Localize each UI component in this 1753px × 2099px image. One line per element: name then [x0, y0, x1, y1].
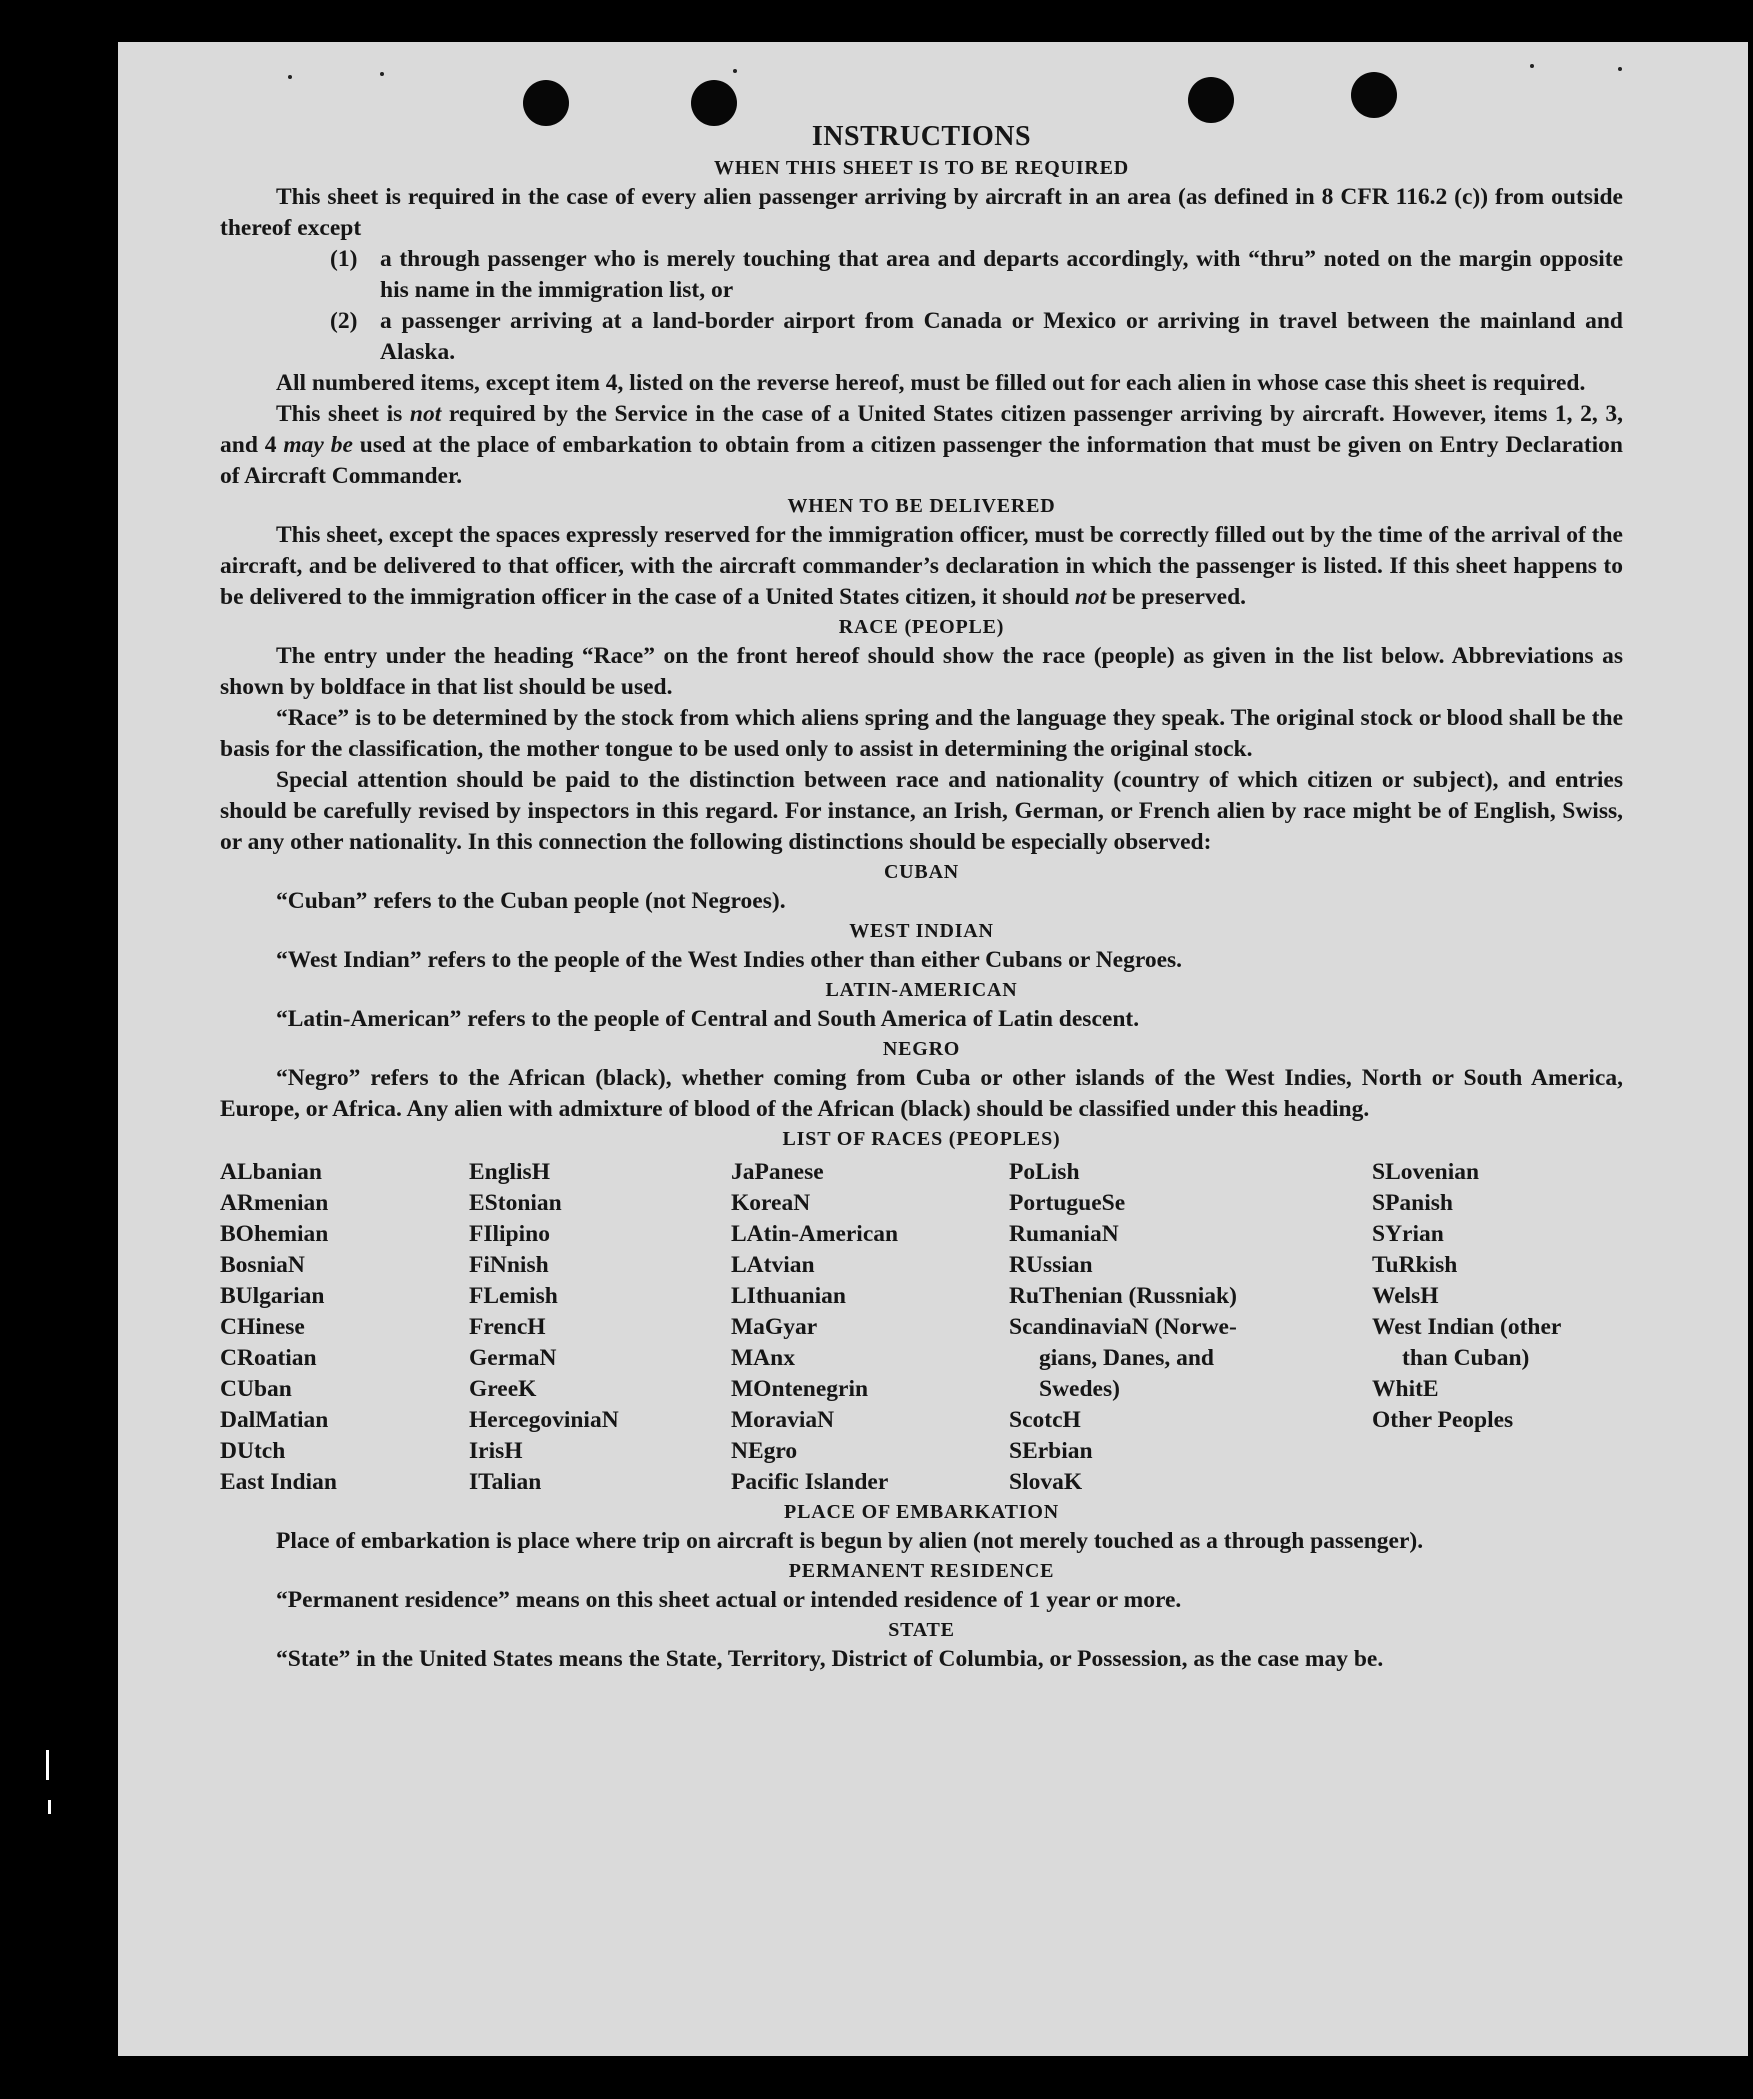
race-item: LAtin-American — [731, 1221, 899, 1247]
race-item: SLovenian — [1372, 1159, 1480, 1185]
race-item: ALbanian — [220, 1159, 322, 1185]
race-item: ARmenian — [220, 1190, 329, 1216]
race-item-continued: gians, Danes, and — [1039, 1345, 1214, 1371]
race-item: IrisH — [469, 1438, 523, 1464]
paragraph: “Latin-American” refers to the people of Central and South America of Latin descent. — [276, 1006, 1140, 1032]
text-run-italic: not — [409, 401, 442, 427]
paragraph: Special attention should be paid to the distinction between race and nationality (country of which citizen or subject), and entries should be carefully revised by inspectors in this regard. For instance, an Irish, German, or French alien by race might be of English, Swiss, or any other nationality. In this connection the following distinctions should be especially observed: — [220, 767, 1623, 855]
race-item: CUban — [220, 1376, 292, 1402]
speck — [1530, 64, 1534, 68]
paragraph: This sheet is required in the case of every alien passenger arriving by aircraft in an area (as defined in 8 CFR 116.2 (c)) from outside thereof except — [220, 184, 1623, 241]
race-item: GreeK — [469, 1376, 537, 1402]
races-list — [220, 1157, 1623, 1498]
race-item: LIthuanian — [731, 1283, 846, 1309]
list-item — [330, 306, 1623, 368]
race-item: NEgro — [731, 1438, 798, 1464]
race-item: FiNnish — [469, 1252, 549, 1278]
race-item: HercegoviniaN — [469, 1407, 619, 1433]
race-item: BOhemian — [220, 1221, 329, 1247]
paragraph: “Permanent residence” means on this sheet actual or intended residence of 1 year or more. — [276, 1587, 1182, 1613]
item-number: (1) — [330, 246, 358, 272]
race-item: BosniaN — [220, 1252, 305, 1278]
paragraph: All numbered items, except item 4, listed on the reverse hereof, must be filled out for each alien in whose case this sheet is required. — [276, 370, 1586, 396]
race-item: WhitE — [1372, 1376, 1439, 1402]
item-number: (2) — [330, 308, 358, 334]
paragraph: “Negro” refers to the African (black), whether coming from Cuba or other islands of the West Indies, North or South America, Europe, or Africa. Any alien with admixture of blood of the African (black) should be classified under this heading. — [220, 1065, 1623, 1122]
race-item: Other Peoples — [1372, 1407, 1514, 1433]
race-item: West Indian (other — [1372, 1314, 1562, 1340]
race-item: RumaniaN — [1009, 1221, 1119, 1247]
race-item: CHinese — [220, 1314, 305, 1340]
paragraph: “Cuban” refers to the Cuban people (not Negroes). — [276, 888, 786, 914]
speck — [288, 75, 292, 79]
heading-list-of-races: LIST OF RACES (PEOPLES) — [782, 1128, 1061, 1150]
heading-delivered: WHEN TO BE DELIVERED — [787, 495, 1056, 517]
punch-hole-4 — [1351, 72, 1397, 118]
paragraph: “West Indian” refers to the people of the West Indies other than either Cubans or Negroes. — [276, 947, 1183, 973]
race-item: TuRkish — [1372, 1252, 1458, 1278]
race-item: GermaN — [469, 1345, 557, 1371]
heading-cuban: CUBAN — [883, 861, 960, 883]
punch-hole-3 — [1188, 77, 1234, 123]
race-item: SErbian — [1009, 1438, 1093, 1464]
edge-mark — [48, 1800, 51, 1814]
race-item: RUssian — [1009, 1252, 1093, 1278]
paragraph: The entry under the heading “Race” on the front hereof should show the race (people) as given in the list below. Abbreviations as shown by boldface in that list should be used. — [220, 643, 1623, 700]
paragraph: “State” in the United States means the State, Territory, District of Columbia, or Possession, as the case may be. — [276, 1646, 1384, 1672]
instructions-text — [220, 120, 1623, 1675]
race-item: PoLish — [1009, 1159, 1080, 1185]
race-item: DalMatian — [220, 1407, 329, 1433]
heading-race: RACE (PEOPLE) — [838, 616, 1005, 638]
race-item: Pacific Islander — [731, 1469, 889, 1495]
speck — [733, 69, 737, 73]
heading-required: WHEN THIS SHEET IS TO BE REQUIRED — [713, 157, 1130, 179]
text-run: This sheet, except the spaces expressly reserved for the immigration officer, must be correctly filled out by the time of the arrival of the aircraft, and be delivered to that officer, with the aircraft commander’s declaration in which the passenger is listed. If this sheet happens to be delivered to the immigration officer in the case of a United States citizen, it should — [220, 522, 1623, 610]
heading-negro: NEGRO — [882, 1038, 961, 1060]
paragraph — [220, 520, 1623, 613]
heading-embarkation: PLACE OF EMBARKATION — [784, 1501, 1059, 1523]
list-item — [330, 244, 1623, 306]
text-run-italic: may be — [283, 432, 353, 458]
edge-mark — [46, 1750, 49, 1780]
race-item: FIlipino — [469, 1221, 550, 1247]
race-item: MOntenegrin — [731, 1376, 869, 1402]
text-run-italic: not — [1074, 584, 1107, 610]
races-column-2 — [469, 1157, 731, 1498]
item-text: a through passenger who is merely touching that area and departs accordingly, with “thru” noted on the margin opposite his name in the immigration list, or — [380, 246, 1623, 303]
race-item: FLemish — [469, 1283, 558, 1309]
race-item: EStonian — [469, 1190, 562, 1216]
race-item: SYrian — [1372, 1221, 1444, 1247]
heading-west-indian: WEST INDIAN — [849, 920, 994, 942]
race-item-continued: than Cuban) — [1402, 1345, 1530, 1371]
races-column-4 — [1009, 1157, 1372, 1498]
race-item: ScotcH — [1009, 1407, 1081, 1433]
race-item: RuThenian (Russniak) — [1009, 1283, 1237, 1309]
race-item: WelsH — [1372, 1283, 1439, 1309]
race-item: JaPanese — [731, 1159, 824, 1185]
race-item: DUtch — [220, 1438, 286, 1464]
text-run: be preserved. — [1106, 584, 1247, 610]
heading-latin-american: LATIN-AMERICAN — [825, 979, 1018, 1001]
race-item: EnglisH — [469, 1159, 550, 1185]
text-run: used at the place of embarkation to obtain from a citizen passenger the information that must be given on Entry Declaration of Aircraft Commander. — [220, 432, 1623, 489]
text-run: This sheet is — [276, 401, 410, 427]
race-item: ScandinaviaN (Norwe- — [1009, 1314, 1237, 1340]
race-item: SPanish — [1372, 1190, 1453, 1216]
race-item: East Indian — [220, 1469, 337, 1495]
race-item: FrencH — [469, 1314, 546, 1340]
race-item: SlovaK — [1009, 1469, 1083, 1495]
race-item: PortugueSe — [1009, 1190, 1126, 1216]
race-item: CRoatian — [220, 1345, 317, 1371]
item-text: a passenger arriving at a land-border airport from Canada or Mexico or arriving in travel between the mainland and Alaska. — [380, 308, 1623, 365]
race-item: MaGyar — [731, 1314, 818, 1340]
race-item: MoraviaN — [731, 1407, 835, 1433]
heading-permanent-residence: PERMANENT RESIDENCE — [788, 1560, 1055, 1582]
heading-state: STATE — [888, 1619, 955, 1641]
paragraph: “Race” is to be determined by the stock from which aliens spring and the language they speak. The original stock or blood shall be the basis for the classification, the mother tongue to be used only to assist in determining the original stock. — [220, 705, 1623, 762]
race-item: KoreaN — [731, 1190, 811, 1216]
race-item: ITalian — [469, 1469, 542, 1495]
text-run: required by the Service in the case of a United States citizen passenger arriving by aircraft. However, items 1, 2, 3, and 4 — [220, 401, 1624, 458]
race-item: BUlgarian — [220, 1283, 325, 1309]
races-column-3 — [731, 1157, 1009, 1498]
races-column-1 — [220, 1157, 469, 1498]
speck — [380, 72, 384, 76]
paragraph — [220, 399, 1623, 492]
speck — [1618, 67, 1622, 71]
paragraph: Place of embarkation is place where trip on aircraft is begun by alien (not merely touched as a through passenger). — [276, 1528, 1424, 1554]
races-column-5 — [1372, 1157, 1623, 1498]
race-item-continued: Swedes) — [1039, 1376, 1120, 1402]
race-item: LAtvian — [731, 1252, 815, 1278]
page-title: INSTRUCTIONS — [811, 121, 1032, 152]
race-item: MAnx — [731, 1345, 795, 1371]
